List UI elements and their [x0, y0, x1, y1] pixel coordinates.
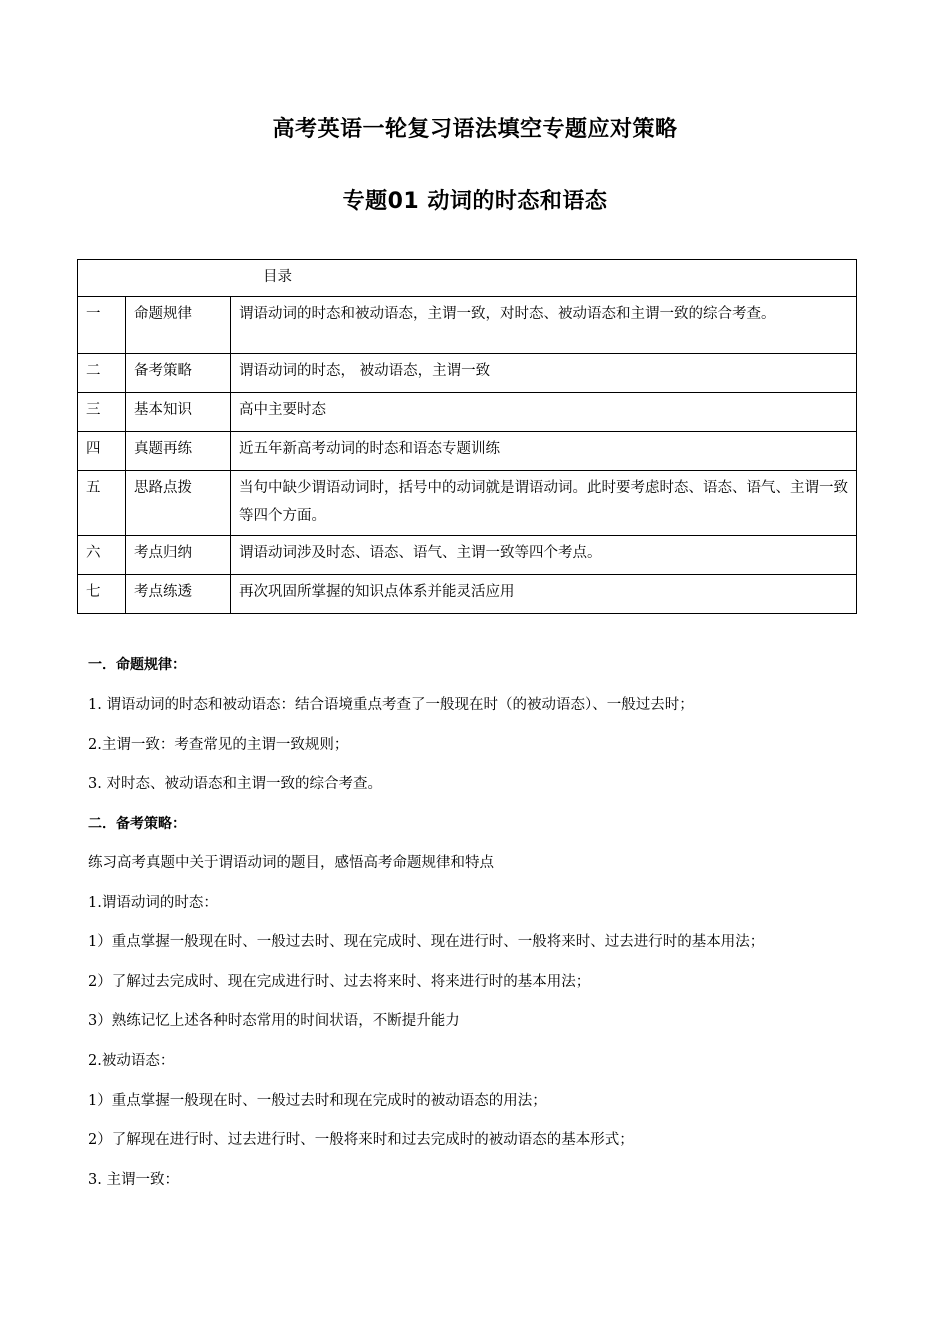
- toc-row: [78, 536, 857, 575]
- section-heading: 一．命题规律：: [88, 657, 186, 673]
- toc-row-desc: 再次巩固所掌握的知识点体系并能灵活应用: [231, 575, 857, 614]
- toc-row-num: 三: [78, 393, 126, 432]
- toc-row-desc: 谓语动词涉及时态、语态、语气、主谓一致等四个考点。: [231, 536, 857, 575]
- paragraph: 1）重点掌握一般现在时、一般过去时、现在完成时、现在进行时、一般将来时、过去进行时的基本用法；: [88, 934, 765, 950]
- toc-row-desc: 近五年新高考动词的时态和语态专题训练: [231, 432, 857, 471]
- toc-row: [78, 575, 857, 614]
- paragraph: 练习高考真题中关于谓语动词的题目，感悟高考命题规律和特点: [88, 855, 494, 871]
- toc-row: [78, 471, 857, 536]
- toc-row-name: 命题规律: [126, 297, 231, 354]
- paragraph: 3. 对时态、被动语态和主谓一致的综合考查。: [88, 776, 382, 792]
- toc-row-num: 七: [78, 575, 126, 614]
- toc-row-name: 考点归纳: [126, 536, 231, 575]
- toc-row-num: 六: [78, 536, 126, 575]
- paragraph: 2）了解现在进行时、过去进行时、一般将来时和过去完成时的被动语态的基本形式；: [88, 1132, 634, 1148]
- toc-row-num: 五: [78, 471, 126, 536]
- paragraph: 3. 主谓一致：: [88, 1172, 179, 1188]
- toc-row-name: 思路点拨: [126, 471, 231, 536]
- paragraph: 2）了解过去完成时、现在完成进行时、过去将来时、将来进行时的基本用法；: [88, 974, 591, 990]
- document-subtitle: 专题01 动词的时态和语态: [342, 189, 608, 214]
- toc-row: [78, 432, 857, 471]
- toc-table: [77, 259, 857, 614]
- toc-row-desc: 当句中缺少谓语动词时，括号中的动词就是谓语动词。此时要考虑时态、语态、语气、主谓一致等四个方面。: [231, 471, 857, 536]
- toc-row-desc: 高中主要时态: [231, 393, 857, 432]
- paragraph: 1.谓语动词的时态：: [88, 895, 218, 911]
- toc-row-num: 一: [78, 297, 126, 354]
- paragraph: 1）重点掌握一般现在时、一般过去时和现在完成时的被动语态的用法；: [88, 1093, 547, 1109]
- section-heading: 二．备考策略：: [88, 816, 186, 832]
- toc-header: 目录: [78, 260, 857, 297]
- toc-row-name: 基本知识: [126, 393, 231, 432]
- document-title: 高考英语一轮复习语法填空专题应对策略: [272, 117, 678, 142]
- toc-row-name: 考点练透: [126, 575, 231, 614]
- toc-row: [78, 354, 857, 393]
- toc-row-name: 真题再练: [126, 432, 231, 471]
- toc-row: [78, 297, 857, 354]
- paragraph: 1. 谓语动词的时态和被动语态：结合语境重点考查了一般现在时（的被动语态）、一般过去时；: [88, 697, 694, 713]
- toc-row-desc: 谓语动词的时态和被动语态，主谓一致，对时态、被动语态和主谓一致的综合考查。: [231, 297, 857, 354]
- toc-row: [78, 393, 857, 432]
- paragraph: 2.主谓一致：考查常见的主谓一致规则；: [88, 737, 349, 753]
- toc-row-name: 备考策略: [126, 354, 231, 393]
- toc-row-num: 二: [78, 354, 126, 393]
- toc-row-desc: 谓语动词的时态， 被动语态，主谓一致: [231, 354, 857, 393]
- paragraph: 2.被动语态：: [88, 1053, 175, 1069]
- paragraph: 3）熟练记忆上述各种时态常用的时间状语，不断提升能力: [88, 1013, 460, 1029]
- toc-row-num: 四: [78, 432, 126, 471]
